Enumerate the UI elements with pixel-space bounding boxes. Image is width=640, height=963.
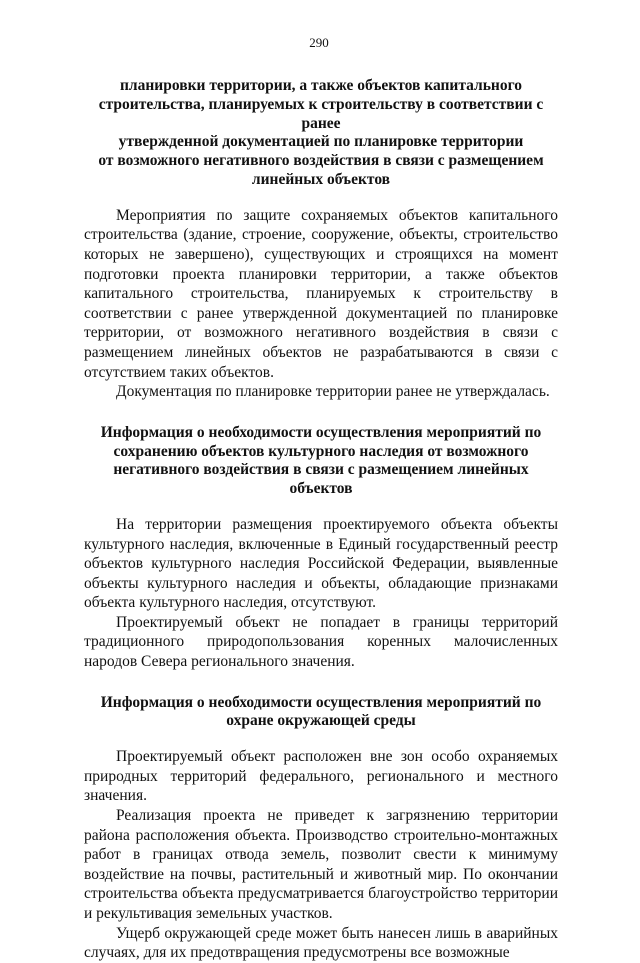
- heading-line: строительства, планируемых к строительству в соответствии с ранее: [98, 95, 544, 132]
- heading-line: Информация о необходимости осуществления мероприятий по: [100, 693, 542, 711]
- heading-line: сохранению объектов культурного наследия от возможного: [113, 442, 529, 460]
- paragraph: Документация по планировке территории ранее не утверждалась.: [116, 383, 550, 401]
- heading-line: линейных объектов: [251, 170, 391, 188]
- heading-line: планировки территории, а также объектов капитального: [119, 77, 523, 94]
- heading-line: охране окружающей среды: [226, 712, 416, 730]
- heading-line: Информация о необходимости осуществления мероприятий по: [100, 423, 542, 441]
- paragraph: Реализация проекта не приведет к загрязнению территории района расположения объекта. Производство строительно-монтажных работ в границах отвода земель, позволит свести к минимуму воздействие на почвы, растительный и животный мир. По окончании строительства объекта предусматривается благоустройство территории и рекультивация земельных участков.: [84, 807, 558, 922]
- section-heading-protection-of-objects: [84, 77, 558, 190]
- section-heading-environment-protection: [84, 694, 558, 732]
- paragraph: Проектируемый объект расположен вне зон особо охраняемых природных территорий федерального, регионального и местного значения.: [84, 748, 558, 805]
- paragraph: Ущерб окружающей среде может быть нанесен лишь в аварийных случаях, для их предотвращения предусмотрены все возможные: [84, 924, 558, 962]
- page-number: 290: [309, 35, 329, 50]
- section-heading-cultural-heritage: [84, 424, 558, 499]
- heading-line: негативного воздействия в связи с размещением линейных объектов: [113, 461, 529, 498]
- heading-line: от возможного негативного воздействия в связи с размещением: [98, 152, 544, 170]
- paragraph: Проектируемый объект не попадает в границы территорий традиционного природопользования коренных малочисленных народов Севера регионального значения.: [84, 613, 558, 671]
- paragraph: На территории размещения проектируемого объекта объекты культурного наследия, включенные в Единый государственный реестр объектов культурного наследия Российской Федерации, выявленные объекты культурного наследия и объекты, обладающие признаками объекта культурного наследия, отсутствуют.: [84, 515, 558, 612]
- paragraph: Мероприятия по защите сохраняемых объектов капитального строительства (здание, строение, сооружение, объекты, строительство которых не завершено), существующих и строящихся на момент подготовки проекта планировки территории, а также объектов капитального строительства, планируемых к строительству в соответствии с ранее утвержденной документацией по планировке территории, от возможного негативного воздействия в связи с размещением линейных объектов не разрабатываются в связи с отсутствием таких объектов.: [84, 206, 558, 381]
- heading-line: утвержденной документацией по планировке территории: [118, 133, 524, 151]
